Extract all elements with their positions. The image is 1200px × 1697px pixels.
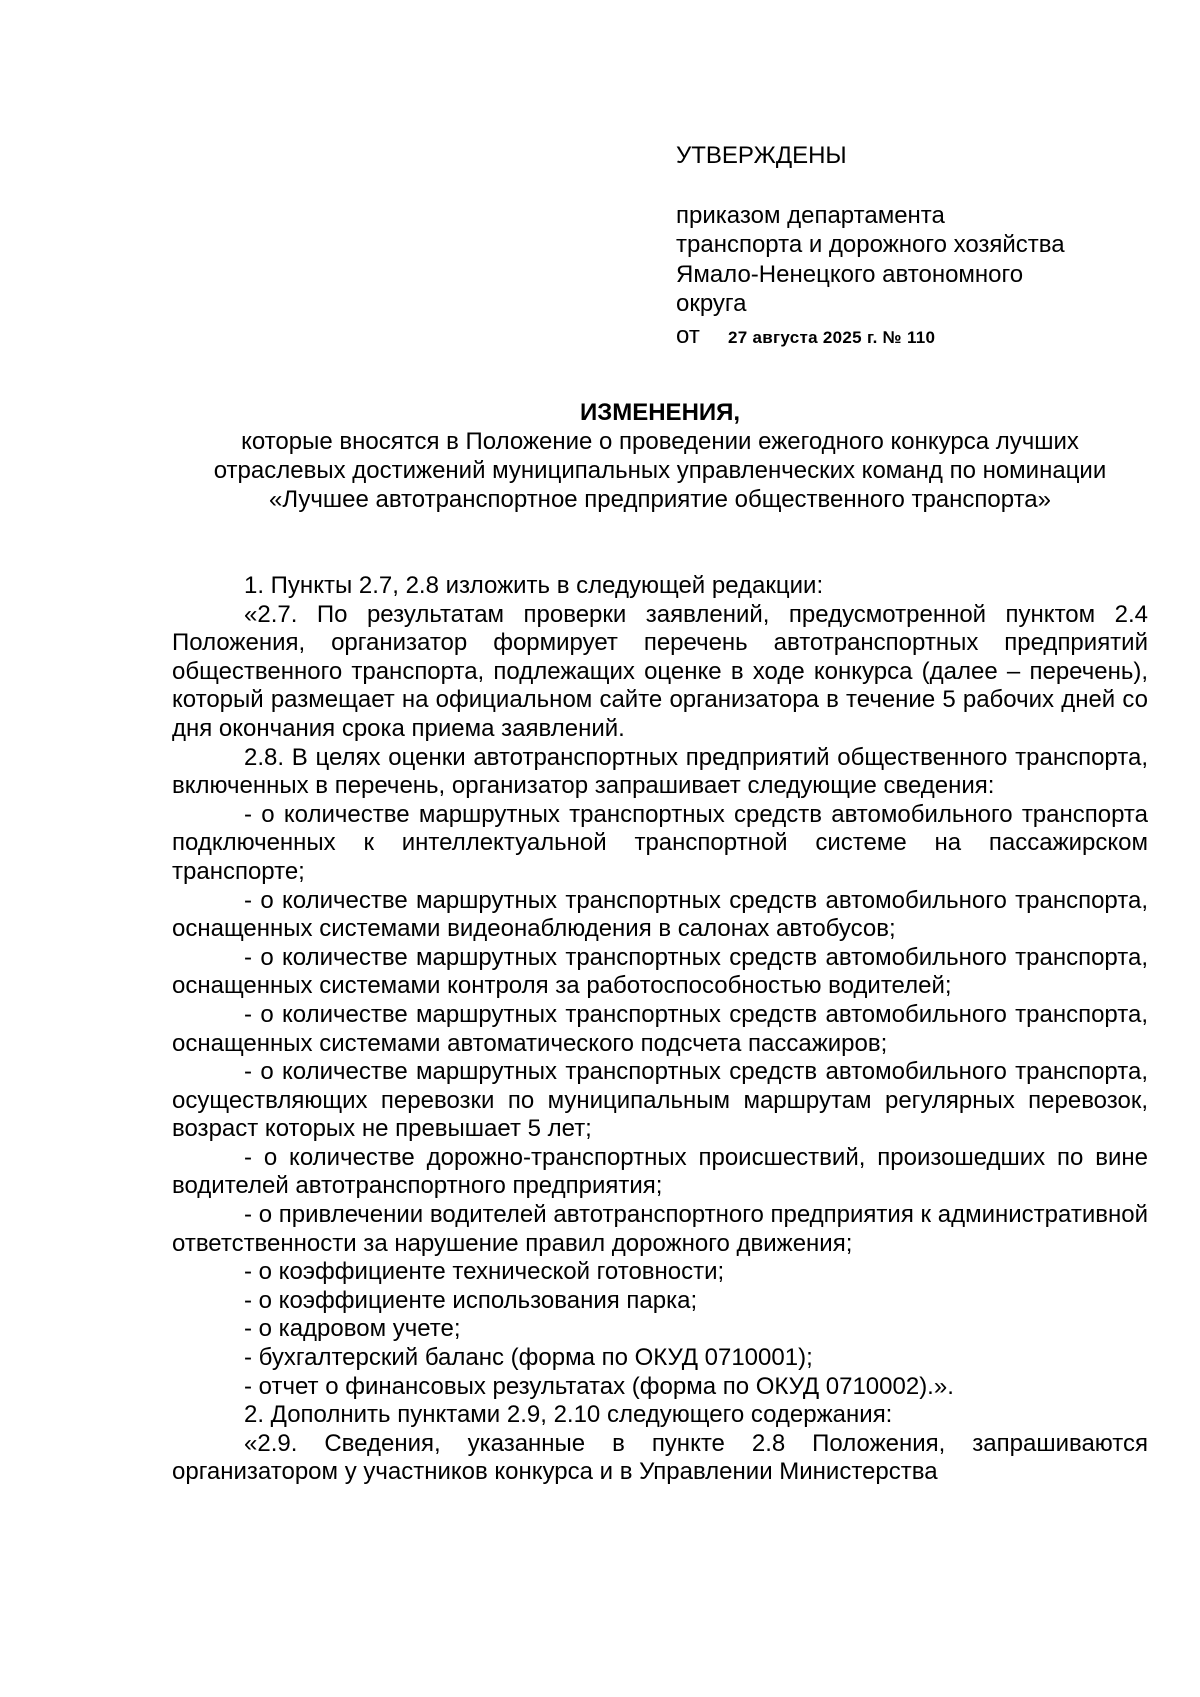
body-paragraph: 1. Пункты 2.7, 2.8 изложить в следующей редакции: bbox=[244, 572, 824, 599]
document-title-block bbox=[160, 398, 1160, 514]
approval-order-line: округа bbox=[676, 290, 747, 317]
body-list-item: - о количестве маршрутных транспортных средств автомобильного транспорта, оснащенных системами видеонаблюдения в салонах автобусов; bbox=[172, 886, 1148, 943]
approval-heading: УТВЕРЖДЕНЫ bbox=[676, 142, 847, 169]
body-paragraph: «2.9. Сведения, указанные в пункте 2.8 Положения, запрашиваются организатором у участников конкурса и в Управлении Министерства bbox=[172, 1429, 1148, 1486]
body-list-item: - отчет о финансовых результатах (форма по ОКУД 0710002).». bbox=[244, 1372, 954, 1400]
approval-date-value: 27 августа 2025 г. № 110 bbox=[728, 327, 936, 347]
approval-order-line: транспорта и дорожного хозяйства bbox=[676, 231, 1065, 258]
body-paragraph: 2. Дополнить пунктами 2.9, 2.10 следующего содержания: bbox=[244, 1401, 893, 1429]
body-list-item: - бухгалтерский баланс (форма по ОКУД 0710001); bbox=[244, 1344, 813, 1372]
body-paragraph: 2.8. В целях оценки автотранспортных предприятий общественного транспорта, включенных в перечень, организатор запрашивает следующие сведения: bbox=[172, 743, 1148, 800]
document-title: ИЗМЕНЕНИЯ, bbox=[579, 399, 741, 426]
body-list-item: - о коэффициенте использования парка; bbox=[244, 1286, 698, 1314]
approval-date-line bbox=[676, 321, 1156, 353]
document-body bbox=[172, 572, 1148, 1487]
body-paragraph: «2.7. По результатам проверки заявлений, предусмотренной пунктом 2.4 Положения, организатор формирует перечень автотранспортных предприятий общественного транспорта, подлежащих оценке в ходе конкурса (далее – перечень), который размещает на официальном сайте организатора в течение 5 рабочих дней со дня окончания срока приема заявлений. bbox=[172, 600, 1148, 742]
approval-stamp bbox=[676, 141, 1156, 352]
approval-order-line: Ямало-Ненецкого автономного bbox=[676, 260, 1024, 288]
body-list-item: - о количестве маршрутных транспортных средств автомобильного транспорта, оснащенных системами автоматического подсчета пассажиров; bbox=[172, 1000, 1148, 1057]
approval-order-line: приказом департамента bbox=[676, 201, 945, 229]
body-list-item: - о коэффициенте технической готовности; bbox=[244, 1258, 725, 1286]
body-list-item: - о количестве маршрутных транспортных средств автомобильного транспорта, оснащенных системами контроля за работоспособностью водителей; bbox=[172, 943, 1148, 1000]
body-list-item: - о кадровом учете; bbox=[244, 1315, 461, 1343]
document-subtitle-line: отраслевых достижений муниципальных управленческих команд по номинации bbox=[213, 457, 1107, 484]
body-list-item: - о количестве маршрутных транспортных средств автомобильного транспорта, осуществляющих перевозки по муниципальным маршрутам регулярных перевозок, возраст которых не превышает 5 лет; bbox=[172, 1058, 1148, 1143]
body-list-item: - о количестве маршрутных транспортных средств автомобильного транспорта подключенных к интеллектуальной транспортной системе на пассажирском транспорте; bbox=[172, 800, 1148, 885]
approval-date-prefix: от bbox=[676, 321, 700, 349]
document-subtitle-line: которые вносятся в Положение о проведении ежегодного конкурса лучших bbox=[241, 428, 1079, 455]
document-subtitle-line: «Лучшее автотранспортное предприятие общественного транспорта» bbox=[268, 486, 1051, 513]
body-list-item: - о привлечении водителей автотранспортного предприятия к административной ответственности за нарушение правил дорожного движения; bbox=[172, 1201, 1148, 1257]
body-list-item: - о количестве дорожно-транспортных происшествий, произошедших по вине водителей автотранспортного предприятия; bbox=[172, 1143, 1148, 1200]
